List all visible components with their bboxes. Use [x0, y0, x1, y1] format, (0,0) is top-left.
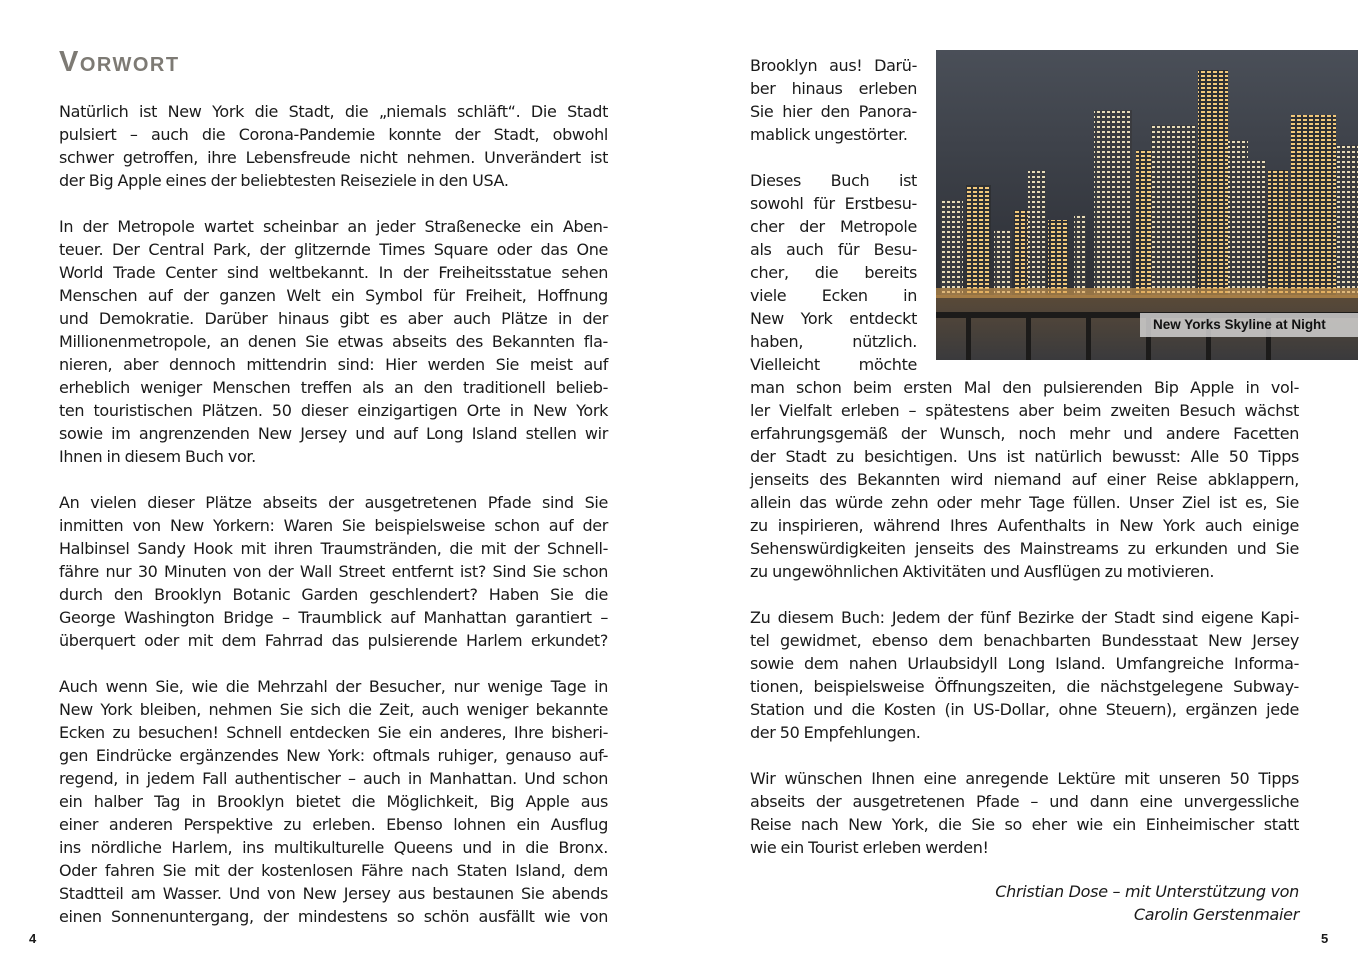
text-line: und Demokratie. Darüber hinaus gibt es aber auch Plätze in der [59, 309, 608, 328]
text-line: Auch wenn Sie, wie die Mehrzahl der Besucher, nur wenige Tage in [59, 677, 608, 696]
paragraph [59, 675, 608, 928]
text-line: Zu diesem Buch: Jedem der fünf Bezirke der Stadt sind eigene Kapi- [750, 608, 1299, 627]
building [941, 200, 963, 300]
text-line: nieren, aber dennoch mittendrin sind: Hier werden Sie meist auf [59, 355, 608, 374]
text-line: Halbinsel Sandy Hook mit ihren Traumstränden, die mit der Schnell- [59, 539, 608, 558]
text-line: cher, die bereits [750, 263, 917, 282]
photo-caption: New Yorks Skyline at Night [1140, 313, 1358, 337]
text-line: man schon beim ersten Mal den pulsierenden Bip Apple in vol- [750, 378, 1299, 397]
text-line: George Washington Bridge – Traumblick auf Manhattan garantiert – [59, 608, 608, 627]
text-line: haben, nützlich. [750, 332, 917, 351]
building [1014, 210, 1028, 300]
text-line: allein das würde zehn oder mehr Tage füllen. Unser Ziel ist es, Sie [750, 493, 1299, 512]
signature-line: Christian Dose – mit Unterstützung von [995, 882, 1299, 901]
text-line: Menschen auf der ganzen Welt ein Symbol für Freiheit, Hoffnung [59, 286, 608, 305]
page-number-left: 4 [29, 931, 37, 946]
building [1151, 125, 1196, 300]
text-line: viele Ecken in [750, 286, 917, 305]
text-line: einer anderen Perspektive zu erleben. Ebenso lohnen ein Ausflug [59, 815, 608, 834]
text-line: Wir wünschen Ihnen eine anregende Lektüre mit unseren 50 Tipps [750, 769, 1299, 788]
building [1028, 170, 1046, 300]
page-number-right: 5 [1321, 931, 1329, 946]
text-line: tel gewidmet, ebenso dem benachbarten Bundesstaat New Jersey [750, 631, 1299, 650]
text-line: Reise nach New York, die Sie so eher wie ein Einheimischer statt [750, 815, 1299, 834]
paragraph [59, 491, 608, 652]
text-line: durch den Brooklyn Botanic Garden geschlendert? Haben Sie die [59, 585, 608, 604]
right-body-text [750, 376, 1299, 859]
left-column [59, 100, 608, 951]
signature [995, 880, 1299, 926]
text-line: jenseits des Bekannten wird niemand auf einer Reise abklappern, [750, 470, 1299, 489]
text-line: der Big Apple eines der beliebtesten Reiseziele in den USA. [59, 171, 509, 190]
building [1094, 110, 1132, 300]
text-line: ler Vielfalt erleben – spätestens aber beim zweiten Besuch wächst [750, 401, 1299, 420]
text-line: abseits der ausgetretenen Pfade – und dann eine unvergessliche [750, 792, 1299, 811]
text-line: als auch für Besu- [750, 240, 917, 259]
text-line: Vielleicht möchte [750, 355, 917, 374]
skyline-photo [936, 50, 1358, 360]
text-line: cher der Metropole [750, 217, 917, 236]
text-line: sowie im angrenzenden New Jersey und auf Long Island stellen wir [59, 424, 608, 443]
text-line: inmitten von New Yorkern: Waren Sie beispielsweise schon auf der [59, 516, 608, 535]
text-line: einen Sonnenuntergang, der mindestens so schön ausfällt wie von [59, 907, 608, 926]
text-line: erfahrungsgemäß der Wunsch, noch mehr und andere Facetten [750, 424, 1299, 443]
building [1336, 145, 1358, 300]
building [1198, 70, 1228, 300]
paragraph [750, 767, 1299, 859]
text-line: gen Eindrücke ergänzendes New York: oftmals ruhiger, genauso auf- [59, 746, 608, 765]
text-line: teuer. Der Central Park, der glitzernde Times Square oder das One [59, 240, 608, 259]
text-line: Oder fahren Sie mit der kostenlosen Fähre nach Staten Island, dem [59, 861, 608, 880]
paragraph [59, 215, 608, 468]
building [1291, 115, 1336, 300]
text-line: regend, in jedem Fall authentischer – auch in Manhattan. Und schon [59, 769, 608, 788]
text-line: zu inspirieren, während Ihres Aufenthalts in New York auch einige [750, 516, 1299, 535]
building [1268, 170, 1288, 300]
text-line: tionen, beispielsweise Öffnungszeiten, die nächstgelegene Subway- [750, 677, 1299, 696]
text-line: schwer getroffen, ihre Lebensfreude nicht nehmen. Unverändert ist [59, 148, 608, 167]
building [966, 185, 991, 300]
text-line: In der Metropole wartet scheinbar an jeder Straßenecke ein Aben- [59, 217, 608, 236]
text-line: überquert oder mit dem Fahrrad das pulsierende Harlem erkundet? [59, 631, 608, 650]
building [1228, 140, 1248, 300]
text-line: Brooklyn aus! Darü- [750, 56, 917, 75]
text-line: ber hinaus erleben [750, 79, 917, 98]
paragraph [59, 100, 608, 192]
text-line: pulsiert – auch die Corona-Pandemie konnte der Stadt, obwohl [59, 125, 608, 144]
text-line: erheblich weniger Menschen treffen als an den traditionell belieb- [59, 378, 608, 397]
paragraph [750, 606, 1299, 744]
text-line: Sie hier den Panora- [750, 102, 917, 121]
text-line: An vielen dieser Plätze abseits der ausgetretenen Pfade sind Sie [59, 493, 608, 512]
text-line: Ecken zu besuchen! Schnell entdecken Sie ein anderes, Ihre bisheri- [59, 723, 608, 742]
text-line: ten touristischen Plätzen. 50 dieser einzigartigen Orte in New York [59, 401, 608, 420]
text-line: Millionenmetropole, an denen Sie etwas abseits des Bekannten fla- [59, 332, 608, 351]
text-line: wie ein Tourist erleben werden! [750, 838, 989, 857]
page-title: Vorwort [59, 46, 180, 78]
text-line: sowie dem nahen Urlaubsidyll Long Island. Umfangreiche Informa- [750, 654, 1299, 673]
building [1074, 215, 1086, 300]
text-line: fähre nur 30 Minuten von der Wall Street entfernt ist? Sind Sie schon [59, 562, 608, 581]
paragraph [750, 376, 1299, 583]
text-line: der 50 Empfehlungen. [750, 723, 921, 742]
text-line: Natürlich ist New York die Stadt, die „niemals schläft“. Die Stadt [59, 102, 608, 121]
text-line: New York bleiben, nehmen Sie sich die Zeit, auch weniger bekannte [59, 700, 608, 719]
text-line: Station und die Kosten (in US-Dollar, ohne Steuern), ergänzen jede [750, 700, 1299, 719]
text-line: ins nördliche Harlem, ins multikulturelle Queens und in die Bronx. [59, 838, 608, 857]
text-line: New York entdeckt [750, 309, 917, 328]
text-line: mablick ungestörter. [750, 125, 908, 144]
text-line: ein halber Tag in Brooklyn bietet die Möglichkeit, Big Apple aus [59, 792, 608, 811]
text-line: Dieses Buch ist [750, 171, 917, 190]
signature-line: Carolin Gerstenmaier [1133, 905, 1299, 924]
text-line: zu ungewöhnlichen Aktivitäten und Ausflügen zu motivieren. [750, 562, 1215, 581]
text-line: sowohl für Erstbesu- [750, 194, 917, 213]
text-line: der Stadt zu besichtigen. Uns ist natürlich bewusst: Alle 50 Tipps [750, 447, 1299, 466]
text-line: Ihnen in diesem Buch vor. [59, 447, 256, 466]
text-line: Sehenswürdigkeiten jenseits des Mainstreams zu erkunden und Sie [750, 539, 1299, 558]
building [1248, 160, 1266, 300]
text-line: Stadtteil am Wasser. Und von New Jersey aus bestaunen Sie abends [59, 884, 608, 903]
text-line: World Trade Center sind weltbekannt. In der Freiheitsstatue sehen [59, 263, 608, 282]
